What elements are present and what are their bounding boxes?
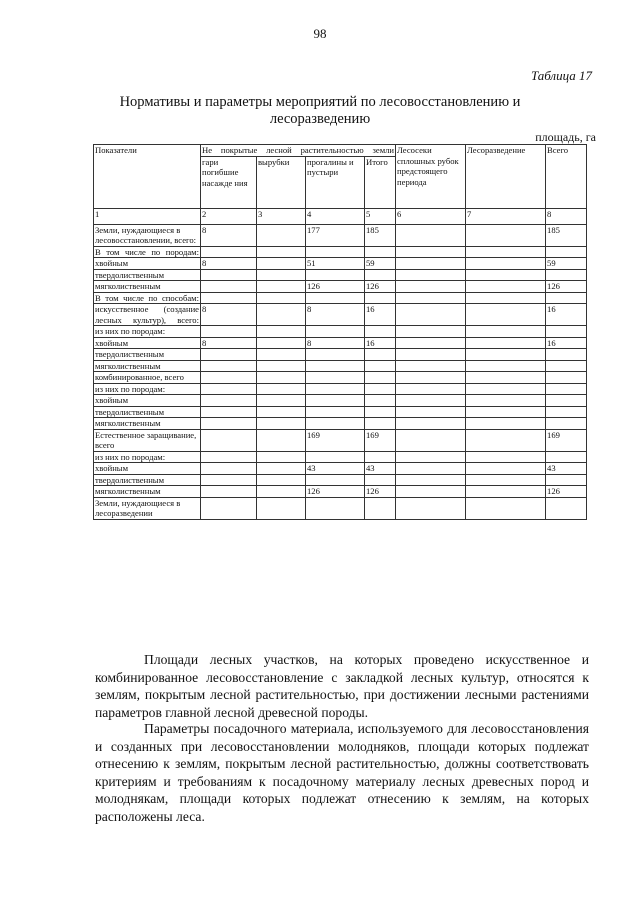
cell-value <box>306 451 365 463</box>
cell-value <box>365 474 396 486</box>
cell-value: 126 <box>546 281 587 293</box>
cell-value: 126 <box>365 281 396 293</box>
cell-value <box>466 418 546 430</box>
cell-value <box>466 429 546 451</box>
cell-value <box>466 304 546 326</box>
cell-value <box>466 463 546 475</box>
cell-value: 43 <box>306 463 365 475</box>
cell-value <box>396 224 466 246</box>
table-row <box>94 474 587 486</box>
row-label: мягколиственным <box>94 281 201 293</box>
cell-value <box>396 269 466 281</box>
cell-value <box>396 246 466 258</box>
cell-value <box>466 486 546 498</box>
cell-value <box>396 337 466 349</box>
cell-value <box>466 497 546 519</box>
cell-value <box>546 372 587 384</box>
cell-value <box>201 269 257 281</box>
cell-value <box>306 269 365 281</box>
cell-value <box>365 406 396 418</box>
header-total: Всего <box>546 145 587 209</box>
col-number: 8 <box>546 208 587 224</box>
cell-value <box>466 281 546 293</box>
cell-value <box>306 474 365 486</box>
row-label: хвойным <box>94 463 201 475</box>
cell-value <box>306 372 365 384</box>
cell-value <box>257 281 306 293</box>
cell-value <box>201 372 257 384</box>
cell-value <box>466 292 546 304</box>
cell-value <box>201 246 257 258</box>
cell-value <box>396 383 466 395</box>
cell-value <box>201 429 257 451</box>
cell-value <box>365 326 396 338</box>
cell-value <box>306 360 365 372</box>
cell-value <box>306 246 365 258</box>
cell-value: 177 <box>306 224 365 246</box>
cell-value <box>201 418 257 430</box>
cell-value <box>365 360 396 372</box>
row-label: хвойным <box>94 337 201 349</box>
cell-value <box>257 269 306 281</box>
row-label: хвойным <box>94 258 201 270</box>
cell-value: 169 <box>306 429 365 451</box>
cell-value <box>365 292 396 304</box>
cell-value <box>365 497 396 519</box>
row-label: искусственное (создание лесных культур), всего: <box>95 304 199 325</box>
row-label: В том числе по способам: <box>95 292 199 303</box>
table-row <box>94 224 587 246</box>
cell-value <box>257 349 306 361</box>
row-label: Естественное заращивание, всего <box>94 429 201 451</box>
cell-value <box>466 451 546 463</box>
cell-value <box>257 337 306 349</box>
cell-value <box>546 246 587 258</box>
cell-value: 185 <box>546 224 587 246</box>
cell-value <box>257 463 306 475</box>
row-label: из них по породам: <box>94 326 201 338</box>
col-number: 2 <box>201 208 257 224</box>
cell-value <box>546 451 587 463</box>
column-numbers-row <box>94 208 587 224</box>
col-number: 1 <box>94 208 201 224</box>
table-row <box>94 463 587 475</box>
cell-value: 126 <box>306 486 365 498</box>
cell-value <box>257 304 306 326</box>
cell-value <box>306 292 365 304</box>
cell-value <box>257 429 306 451</box>
cell-value <box>257 406 306 418</box>
paragraph-1 <box>95 651 589 721</box>
row-label: твердолиственным <box>94 349 201 361</box>
cell-value <box>306 326 365 338</box>
header-row-1 <box>94 145 587 157</box>
table-row <box>94 451 587 463</box>
cell-value <box>396 486 466 498</box>
row-label: мягколиственным <box>94 486 201 498</box>
cell-value <box>201 383 257 395</box>
cell-value: 126 <box>306 281 365 293</box>
header-glades: прогалины и пустыри <box>306 156 365 208</box>
table-row <box>94 497 587 519</box>
cell-value <box>546 326 587 338</box>
cell-value <box>257 418 306 430</box>
cell-value <box>201 497 257 519</box>
cell-value <box>365 383 396 395</box>
cell-value <box>365 246 396 258</box>
cell-value: 16 <box>546 304 587 326</box>
cell-value <box>466 474 546 486</box>
cell-value <box>546 406 587 418</box>
cell-value: 59 <box>365 258 396 270</box>
table-row <box>94 418 587 430</box>
cell-value <box>466 258 546 270</box>
cell-value <box>546 395 587 407</box>
cell-value: 51 <box>306 258 365 270</box>
header-afforestation: Лесоразведение <box>466 145 546 209</box>
table-row <box>94 486 587 498</box>
col-number: 3 <box>257 208 306 224</box>
cell-value <box>466 406 546 418</box>
col-number: 4 <box>306 208 365 224</box>
cell-value: 43 <box>365 463 396 475</box>
header-burned: гари погибшие насажде ния <box>201 156 257 208</box>
cell-value <box>396 304 466 326</box>
cell-value <box>396 463 466 475</box>
cell-value <box>466 246 546 258</box>
cell-value <box>257 497 306 519</box>
cell-value <box>201 360 257 372</box>
cell-value <box>466 349 546 361</box>
cell-value <box>365 269 396 281</box>
row-label: твердолиственным <box>94 269 201 281</box>
cell-value <box>546 349 587 361</box>
cell-value <box>466 360 546 372</box>
cell-value <box>201 349 257 361</box>
cell-value <box>546 383 587 395</box>
cell-value <box>201 406 257 418</box>
cell-value: 126 <box>546 486 587 498</box>
cell-value <box>201 281 257 293</box>
norms-table <box>93 144 587 520</box>
cell-value <box>396 451 466 463</box>
cell-value <box>396 326 466 338</box>
page-number: 98 <box>313 26 327 41</box>
cell-value <box>306 383 365 395</box>
cell-value: 8 <box>201 304 257 326</box>
table-row <box>94 304 587 326</box>
cell-value <box>257 474 306 486</box>
table-title <box>80 94 560 128</box>
cell-value <box>306 497 365 519</box>
cell-value <box>466 395 546 407</box>
paragraph-1-text: Площади лесных участков, на которых проведено искусственное и комбинированное лесовосстановление с закладкой лесных культур, относятся к землям, покрытым лесной растительностью, при достижении лесными растениями параметров главной лесной древесной породы. <box>95 652 589 720</box>
title-line-1: Нормативы и параметры мероприятий по лесовосстановлению и <box>119 94 521 110</box>
cell-value <box>396 474 466 486</box>
col-number: 5 <box>365 208 396 224</box>
header-not-covered: Не покрытые лесной растительностью земли <box>202 145 395 155</box>
row-label: твердолиственным <box>94 474 201 486</box>
header-indicators: Показатели <box>94 145 201 209</box>
table-row <box>94 337 587 349</box>
cell-value <box>466 337 546 349</box>
row-label: В том числе по породам: <box>95 246 199 257</box>
table-row <box>94 258 587 270</box>
paragraph-2 <box>95 720 589 826</box>
cell-value: 126 <box>365 486 396 498</box>
cell-value: 8 <box>201 258 257 270</box>
row-label: твердолиственным <box>94 406 201 418</box>
table-row <box>94 383 587 395</box>
col-number: 7 <box>466 208 546 224</box>
title-line-2: лесоразведению <box>269 111 371 127</box>
cell-value: 43 <box>546 463 587 475</box>
row-label: мягколиственным <box>94 418 201 430</box>
cell-value: 185 <box>365 224 396 246</box>
header-clearings: вырубки <box>257 156 306 208</box>
row-label: Земли, нуждающиеся в лесовосстановлении, всего: <box>94 224 201 246</box>
cell-value: 169 <box>365 429 396 451</box>
cell-value: 8 <box>201 337 257 349</box>
table-row <box>94 349 587 361</box>
cell-value <box>257 486 306 498</box>
row-label: из них по породам: <box>94 451 201 463</box>
cell-value <box>257 292 306 304</box>
cell-value <box>396 360 466 372</box>
cell-value <box>257 246 306 258</box>
cell-value: 16 <box>365 304 396 326</box>
cell-value <box>306 349 365 361</box>
table-row <box>94 326 587 338</box>
cell-value: 16 <box>546 337 587 349</box>
cell-value <box>365 372 396 384</box>
cell-value <box>201 292 257 304</box>
table-row <box>94 395 587 407</box>
table-row <box>94 372 587 384</box>
row-label: из них по породам: <box>94 383 201 395</box>
cell-value <box>306 406 365 418</box>
cell-value <box>466 269 546 281</box>
cell-value <box>306 395 365 407</box>
table-label: Таблица 17 <box>530 68 592 83</box>
cell-value <box>201 395 257 407</box>
table-row <box>94 246 587 258</box>
row-label: мягколиственным <box>94 360 201 372</box>
cell-value <box>396 292 466 304</box>
cell-value: 8 <box>306 304 365 326</box>
paragraph-2-text: Параметры посадочного материала, используемого для лесовосстановления и созданных при лесовосстановлении молодняков, площади которых подлежат отнесению к землям, покрытым лесной растительностью, должны соответствовать критериям и требованиям к посадочному материалу лесных древесных пород и молоднякам, площади которых подлежат отнесению к землям, на которых расположены леса. <box>95 721 589 824</box>
cell-value <box>396 258 466 270</box>
cell-value: 59 <box>546 258 587 270</box>
table-row <box>94 406 587 418</box>
row-label: Земли, нуждающиеся в лесоразведении <box>94 497 201 519</box>
cell-value <box>257 224 306 246</box>
cell-value <box>546 269 587 281</box>
cell-value <box>365 395 396 407</box>
cell-value <box>466 372 546 384</box>
cell-value <box>396 372 466 384</box>
cell-value <box>201 451 257 463</box>
cell-value <box>201 326 257 338</box>
cell-value <box>396 281 466 293</box>
cell-value <box>257 326 306 338</box>
table-row <box>94 269 587 281</box>
col-number: 6 <box>396 208 466 224</box>
cell-value: 8 <box>306 337 365 349</box>
cell-value <box>257 360 306 372</box>
cell-value <box>396 406 466 418</box>
cell-value <box>396 349 466 361</box>
cell-value <box>365 451 396 463</box>
cell-value <box>546 497 587 519</box>
cell-value: 8 <box>201 224 257 246</box>
table-row <box>94 281 587 293</box>
header-logging-sites: Лесосеки сплошных рубок предстоящего периода <box>396 145 466 209</box>
cell-value <box>257 383 306 395</box>
cell-value <box>466 383 546 395</box>
cell-value <box>546 418 587 430</box>
cell-value <box>396 497 466 519</box>
cell-value <box>466 224 546 246</box>
cell-value <box>306 418 365 430</box>
unit-label: площадь, га <box>535 130 596 144</box>
cell-value <box>546 474 587 486</box>
row-label: хвойным <box>94 395 201 407</box>
cell-value <box>365 349 396 361</box>
cell-value <box>257 451 306 463</box>
cell-value <box>546 292 587 304</box>
table-row <box>94 292 587 304</box>
cell-value <box>201 474 257 486</box>
table-row <box>94 429 587 451</box>
cell-value <box>201 463 257 475</box>
cell-value: 16 <box>365 337 396 349</box>
row-label: комбинированное, всего <box>94 372 201 384</box>
table-row <box>94 360 587 372</box>
cell-value <box>546 360 587 372</box>
cell-value <box>396 395 466 407</box>
cell-value <box>396 418 466 430</box>
cell-value <box>257 372 306 384</box>
cell-value <box>257 258 306 270</box>
cell-value <box>396 429 466 451</box>
cell-value <box>201 486 257 498</box>
cell-value <box>365 418 396 430</box>
header-total-sub: Итого <box>365 156 396 208</box>
cell-value: 169 <box>546 429 587 451</box>
cell-value <box>257 395 306 407</box>
cell-value <box>466 326 546 338</box>
